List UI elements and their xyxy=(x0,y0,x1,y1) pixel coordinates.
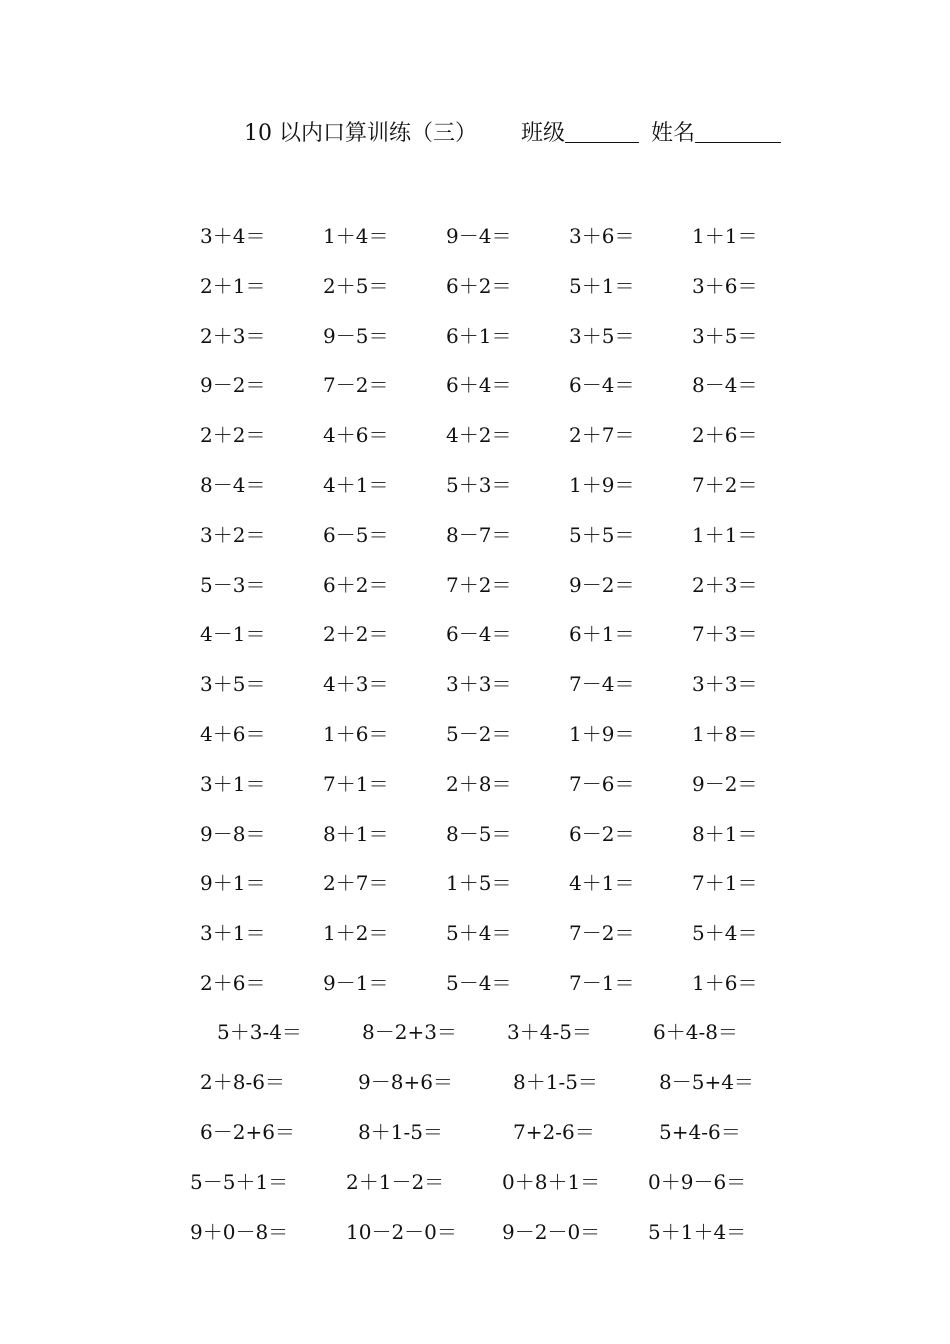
problem-item: 1＋5＝ xyxy=(446,871,512,895)
mixed-problem-item: 2＋8-6＝ xyxy=(200,1070,285,1094)
problem-item: 2＋7＝ xyxy=(323,871,389,895)
problem-item: 7－1＝ xyxy=(569,971,635,995)
mixed-problem-item: 8＋1-5＝ xyxy=(358,1120,443,1144)
problem-item: 3＋1＝ xyxy=(200,921,266,945)
problem-item: 3＋5＝ xyxy=(692,324,758,348)
mixed-problem-item: 0＋8＋1＝ xyxy=(502,1170,601,1194)
problem-item: 2＋7＝ xyxy=(569,423,635,447)
problem-item: 1＋6＝ xyxy=(692,971,758,995)
problem-item: 4＋6＝ xyxy=(323,423,389,447)
problem-item: 1＋9＝ xyxy=(569,473,635,497)
problem-item: 7－4＝ xyxy=(569,672,635,696)
problem-item: 3＋4＝ xyxy=(200,224,266,248)
problem-item: 8＋1＝ xyxy=(323,822,389,846)
problem-item: 5＋4＝ xyxy=(692,921,758,945)
mixed-problem-item: 5＋3-4＝ xyxy=(217,1020,302,1044)
mixed-problem-item: 5＋1＋4＝ xyxy=(648,1220,747,1244)
problem-item: 3＋5＝ xyxy=(569,324,635,348)
problem-item: 3＋1＝ xyxy=(200,772,266,796)
problem-item: 6＋4＝ xyxy=(446,373,512,397)
problem-item: 8－4＝ xyxy=(692,373,758,397)
problem-item: 4－1＝ xyxy=(200,622,266,646)
problem-item: 2＋6＝ xyxy=(200,971,266,995)
problem-item: 6－4＝ xyxy=(446,622,512,646)
problem-item: 9－8＝ xyxy=(200,822,266,846)
problem-item: 1＋4＝ xyxy=(323,224,389,248)
problem-item: 7＋2＝ xyxy=(446,573,512,597)
problem-item: 1＋2＝ xyxy=(323,921,389,945)
problem-item: 1＋9＝ xyxy=(569,722,635,746)
mixed-problem-item: 6＋4-8＝ xyxy=(653,1020,738,1044)
problem-item: 7－2＝ xyxy=(569,921,635,945)
problem-item: 2＋8＝ xyxy=(446,772,512,796)
problem-item: 3＋3＝ xyxy=(446,672,512,696)
problem-item: 3＋3＝ xyxy=(692,672,758,696)
problem-item: 2＋2＝ xyxy=(200,423,266,447)
problem-item: 7－6＝ xyxy=(569,772,635,796)
problem-item: 9－2＝ xyxy=(692,772,758,796)
problem-item: 6＋2＝ xyxy=(446,274,512,298)
mixed-problem-item: 5－5＋1＝ xyxy=(190,1170,289,1194)
mixed-problem-item: 7+2-6＝ xyxy=(513,1120,595,1144)
problem-item: 2＋3＝ xyxy=(200,324,266,348)
problem-item: 2＋3＝ xyxy=(692,573,758,597)
problem-item: 4＋2＝ xyxy=(446,423,512,447)
problem-item: 8－4＝ xyxy=(200,473,266,497)
problem-item: 2＋5＝ xyxy=(323,274,389,298)
problem-item: 1＋1＝ xyxy=(692,523,758,547)
problem-item: 9－2＝ xyxy=(569,573,635,597)
mixed-problem-item: 5+4-6＝ xyxy=(659,1120,741,1144)
problem-item: 7＋2＝ xyxy=(692,473,758,497)
problem-item: 2＋2＝ xyxy=(323,622,389,646)
problem-item: 8－5＝ xyxy=(446,822,512,846)
problem-item: 6－5＝ xyxy=(323,523,389,547)
problem-item: 6－4＝ xyxy=(569,373,635,397)
problem-item: 9－4＝ xyxy=(446,224,512,248)
problem-item: 9－5＝ xyxy=(323,324,389,348)
problem-item: 1＋8＝ xyxy=(692,722,758,746)
mixed-problem-item: 3＋4-5＝ xyxy=(507,1020,592,1044)
mixed-problem-item: 8－2+3＝ xyxy=(362,1020,457,1044)
worksheet-title: 10 以内口算训练（三） xyxy=(244,121,477,146)
problem-item: 7＋1＝ xyxy=(692,871,758,895)
problem-item: 3＋6＝ xyxy=(569,224,635,248)
problem-item: 8＋1＝ xyxy=(692,822,758,846)
problem-item: 6＋2＝ xyxy=(323,573,389,597)
problem-item: 4＋1＝ xyxy=(323,473,389,497)
problem-item: 3＋2＝ xyxy=(200,523,266,547)
problem-item: 4＋6＝ xyxy=(200,722,266,746)
problem-item: 5＋1＝ xyxy=(569,274,635,298)
problem-item: 3＋5＝ xyxy=(200,672,266,696)
problem-item: 5－4＝ xyxy=(446,971,512,995)
problem-item: 9－2＝ xyxy=(200,373,266,397)
name-label: 姓名 xyxy=(651,121,696,146)
mixed-problem-item: 6－2+6＝ xyxy=(200,1120,295,1144)
problem-item: 3＋6＝ xyxy=(692,274,758,298)
mixed-problem-item: 0＋9－6＝ xyxy=(648,1170,747,1194)
problem-item: 5＋4＝ xyxy=(446,921,512,945)
mixed-problem-item: 9－2－0＝ xyxy=(502,1220,601,1244)
problem-item: 6＋1＝ xyxy=(569,622,635,646)
problem-item: 8－7＝ xyxy=(446,523,512,547)
problem-item: 4＋1＝ xyxy=(569,871,635,895)
problem-item: 7＋3＝ xyxy=(692,622,758,646)
problem-item: 2＋1＝ xyxy=(200,274,266,298)
mixed-problem-item: 8－5+4＝ xyxy=(659,1070,754,1094)
mixed-problem-item: 10－2－0＝ xyxy=(346,1220,457,1244)
problem-item: 6＋1＝ xyxy=(446,324,512,348)
problem-item: 9－1＝ xyxy=(323,971,389,995)
problem-item: 6－2＝ xyxy=(569,822,635,846)
mixed-problem-item: 2＋1－2＝ xyxy=(346,1170,445,1194)
problem-item: 2＋6＝ xyxy=(692,423,758,447)
class-label: 班级 xyxy=(521,121,566,146)
mixed-problem-item: 8＋1-5＝ xyxy=(513,1070,598,1094)
mixed-problem-item: 9－8+6＝ xyxy=(358,1070,453,1094)
problem-item: 1＋6＝ xyxy=(323,722,389,746)
problem-item: 5＋3＝ xyxy=(446,473,512,497)
problem-item: 7－2＝ xyxy=(323,373,389,397)
mixed-problem-item: 9＋0－8＝ xyxy=(190,1220,289,1244)
problem-item: 5－2＝ xyxy=(446,722,512,746)
problem-item: 4＋3＝ xyxy=(323,672,389,696)
problem-item: 5＋5＝ xyxy=(569,523,635,547)
problem-item: 5－3＝ xyxy=(200,573,266,597)
problem-item: 7＋1＝ xyxy=(323,772,389,796)
problem-item: 9＋1＝ xyxy=(200,871,266,895)
problem-item: 1＋1＝ xyxy=(692,224,758,248)
